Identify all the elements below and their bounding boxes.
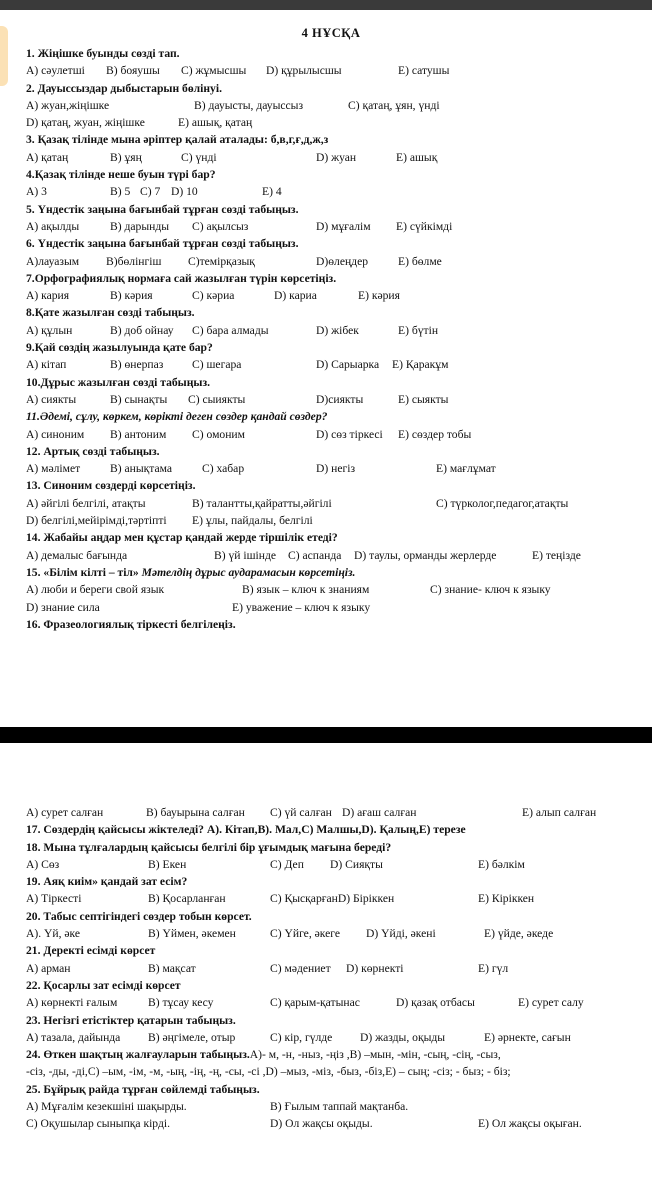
answer-option: В)бөлінгіш bbox=[106, 254, 162, 268]
answer-option: D) көрнекті bbox=[346, 961, 404, 975]
question-text bbox=[26, 873, 636, 890]
answer-option: Е) сыякты bbox=[398, 392, 449, 406]
answer-option: С) сыиякты bbox=[188, 392, 246, 406]
answer-option: А) қатаң bbox=[26, 150, 69, 164]
answer-option: С) ҚысқарғанD) Біріккен bbox=[270, 892, 395, 906]
answer-option: D) құрылысшы bbox=[266, 64, 342, 78]
answer-options-row bbox=[26, 994, 636, 1011]
question-text bbox=[26, 201, 636, 218]
answer-options-row bbox=[26, 391, 636, 408]
test-page-lower bbox=[26, 804, 636, 1133]
question-instruction: Мәтелдің дұрыс аударамасын көрсетіңіз. bbox=[141, 565, 356, 579]
answer-option: D) қатаң, жуан, жіңішке bbox=[26, 116, 145, 130]
page-title: 4 НҰСҚА bbox=[301, 26, 361, 40]
question-text bbox=[26, 1012, 636, 1029]
question-label: 2. Дауыссыздар дыбыстарын бөлінуі. bbox=[26, 81, 222, 95]
answer-option: Е) 4 bbox=[262, 185, 282, 199]
answer-option: В) бояушы bbox=[106, 64, 160, 78]
answer-option: А) сиякты bbox=[26, 392, 77, 406]
answer-option: С) түрколог,педагог,атақты bbox=[436, 496, 569, 510]
answer-options-row bbox=[26, 322, 636, 339]
answer-option: Е) гүл bbox=[478, 961, 509, 975]
question-text bbox=[26, 339, 636, 356]
question-text bbox=[26, 408, 636, 425]
answer-options-row bbox=[26, 512, 636, 529]
answer-option: D) мұғалім bbox=[316, 219, 371, 233]
answer-option: С) аспанда bbox=[288, 548, 342, 562]
question-label: 18. Мына тұлғалардың қайсысы белгілі бір ұғымдық мағына береді? bbox=[26, 840, 392, 854]
answer-option: Е) уважение – ключ к языку bbox=[232, 600, 371, 614]
answer-options-row bbox=[26, 960, 636, 977]
question-label: 5. Үндестік заңына бағынбай тұрған сөзді табыңыз. bbox=[26, 202, 299, 216]
answer-option: Е) кәрия bbox=[358, 289, 400, 303]
answer-option: В) бауырына салған bbox=[146, 806, 245, 819]
answer-option: А) демалыс бағында bbox=[26, 548, 128, 562]
answer-option: Е) Қаракұм bbox=[392, 358, 449, 372]
answer-option: С) қарым-қатынас bbox=[270, 996, 360, 1010]
answer-option: D) жібек bbox=[316, 323, 359, 337]
answer-option: Е) бәлкім bbox=[478, 857, 525, 871]
answer-option: D) жазды, оқыды bbox=[360, 1030, 446, 1044]
answer-options-row bbox=[26, 599, 636, 616]
question-text bbox=[26, 616, 636, 633]
answer-option: В) Екен bbox=[148, 857, 187, 871]
question-text bbox=[26, 304, 636, 321]
answer-option: D) Ол жақсы оқыды. bbox=[270, 1117, 373, 1131]
answer-option: В) сынақты bbox=[110, 392, 168, 406]
question-label: 1. Жіңішке буынды сөзді тап. bbox=[26, 47, 180, 60]
answer-option: С) знание- ключ к языку bbox=[430, 583, 551, 597]
question-text bbox=[26, 1081, 636, 1098]
answer-option: В) 5 bbox=[110, 185, 131, 199]
answer-options-row bbox=[26, 547, 636, 564]
answer-option: В) антоним bbox=[110, 427, 167, 441]
question-text bbox=[26, 131, 636, 148]
answer-option: А) Тіркесті bbox=[26, 892, 82, 906]
question-text bbox=[26, 908, 636, 925]
answer-option: В) язык – ключ к знаниям bbox=[242, 583, 370, 597]
question-label: 16. Фразеологиялық тіркесті белгілеңіз. bbox=[26, 617, 236, 631]
answer-option: В) мақсат bbox=[148, 961, 196, 975]
answer-option: D)өлеңдер bbox=[316, 254, 369, 268]
answer-option: А) кітап bbox=[26, 358, 67, 372]
question-label: 23. Негізгі етістіктер қатарын табыңыз. bbox=[26, 1013, 236, 1027]
answer-options-row bbox=[26, 183, 636, 200]
answer-option: С) мәдениет bbox=[270, 961, 331, 975]
top-edge-bar bbox=[0, 0, 652, 10]
answer-option: А) жуан,жіңішке bbox=[26, 98, 110, 112]
question-label: 22. Қосарлы зат есімді көрсет bbox=[26, 978, 181, 992]
question-text bbox=[26, 564, 636, 581]
question-text bbox=[26, 839, 636, 856]
answer-option: С) үй салған bbox=[270, 806, 332, 819]
page-divider-bar bbox=[0, 727, 652, 743]
answer-option: В) Ғылым таппай мақтанба. bbox=[270, 1100, 409, 1114]
answer-option: В) ұяң bbox=[110, 150, 142, 164]
answer-option: С) жұмысшы bbox=[181, 64, 247, 78]
answer-option: D) Сияқты bbox=[330, 857, 383, 871]
answer-options-row bbox=[26, 114, 636, 131]
answer-option: D) 10 bbox=[171, 185, 198, 199]
answer-options-row bbox=[26, 287, 636, 304]
answer-options-row bbox=[26, 890, 636, 907]
answer-option: D) негіз bbox=[316, 462, 356, 476]
answer-options-row bbox=[26, 925, 636, 942]
answer-option: В) өнерпаз bbox=[110, 358, 164, 372]
answer-option: -сіз, -ды, -ді,С) –ым, -ім, -м, -ың, -ің, -ң, -сы, -сі ,D) –мыз, -міз, -быз, -біз,Е) – сың; -сіз; - быз; - біз; bbox=[26, 1065, 511, 1079]
answer-option: В) дауысты, дауыссыз bbox=[194, 98, 304, 112]
answer-option: С)темірқазық bbox=[188, 254, 255, 268]
answer-option: В) талантты,қайратты,әйгілі bbox=[192, 496, 332, 510]
answer-option: С) ақылсыз bbox=[192, 219, 249, 233]
question-text bbox=[26, 235, 636, 252]
question-list bbox=[26, 45, 636, 633]
question-text bbox=[26, 1046, 636, 1063]
question-text bbox=[26, 477, 636, 494]
question-list bbox=[26, 804, 636, 1133]
answer-option: D) белгілі,мейірімді,тәртіпті bbox=[26, 514, 167, 528]
answer-option: D) Үйді, әкені bbox=[366, 927, 436, 941]
question-text bbox=[26, 529, 636, 546]
question-label: 15. «Білім кілті – тіл» bbox=[26, 565, 139, 579]
answer-option: Е) сөздер тобы bbox=[398, 427, 472, 441]
question-text bbox=[26, 166, 636, 183]
answer-option: В) үй ішінде bbox=[214, 548, 277, 562]
answer-option: С) қатаң, ұян, үнді bbox=[348, 98, 440, 112]
answer-option: В) дарынды bbox=[110, 219, 170, 233]
answer-option: D) жуан bbox=[316, 150, 357, 164]
answer-options-row bbox=[26, 1098, 636, 1115]
answer-option: В) тұсау кесу bbox=[148, 996, 214, 1010]
answer-options-row bbox=[26, 253, 636, 270]
question-label: 3. Қазақ тілінде мына әріптер қалай аталады: б,в,г,ғ,д,ж,з bbox=[26, 133, 329, 147]
answer-option: D) ағаш салған bbox=[342, 806, 417, 819]
answer-option: Е) теңізде bbox=[532, 548, 581, 562]
question-label: 17. Сөздердің қайсысы жіктеледі? А). Кітап,В). Мал,С) Малшы,D). Қалың,Е) терезе bbox=[26, 823, 466, 837]
answer-option: Е) бүтін bbox=[398, 323, 439, 337]
answer-option: В) анықтама bbox=[110, 462, 173, 476]
question-text bbox=[26, 443, 636, 460]
answer-option: С) омоним bbox=[192, 427, 245, 441]
question-label: 9.Қай сөздің жазылуында қате бар? bbox=[26, 341, 213, 355]
answer-option: А) 3 bbox=[26, 185, 47, 199]
question-label: 10.Дұрыс жазылған сөзді табыңыз. bbox=[26, 375, 211, 389]
answer-option: D)сиякты bbox=[316, 392, 364, 406]
answer-option: Е) Кіріккен bbox=[478, 892, 535, 906]
answer-options-row bbox=[26, 62, 636, 79]
answer-option: С) Оқушылар сыныпқа кірді. bbox=[26, 1117, 170, 1131]
answer-option: D) таулы, орманды жерлерде bbox=[354, 548, 497, 562]
question-text bbox=[26, 80, 636, 97]
answer-option: С) кір, гүлде bbox=[270, 1030, 333, 1044]
answer-option: С) Үйге, әкеге bbox=[270, 927, 340, 941]
answer-option: Е) сүйкімді bbox=[396, 219, 453, 233]
answer-option: В) әңгімеле, отыр bbox=[148, 1030, 236, 1044]
answer-option: С) 7 bbox=[140, 185, 161, 199]
answer-option: А) құлын bbox=[26, 323, 73, 337]
question-text bbox=[26, 942, 636, 959]
answer-option: Е) мағлұмат bbox=[436, 462, 496, 476]
answer-option: А) Мұғалім кезекшіні шақырды. bbox=[26, 1100, 187, 1114]
answer-options-row bbox=[26, 804, 636, 821]
answer-options-row bbox=[26, 426, 636, 443]
question-label: 4.Қазақ тілінде неше буын түрі бар? bbox=[26, 168, 216, 182]
answer-option: А) арман bbox=[26, 961, 71, 975]
question-label: 13. Синоним сөздерді көрсетіңіз. bbox=[26, 479, 196, 493]
answer-option: А) сурет салған bbox=[26, 806, 104, 819]
answer-option: С) хабар bbox=[202, 462, 245, 476]
answer-option: А) әйгілі белгілі, атақты bbox=[26, 496, 146, 510]
answer-option: А) тазала, дайында bbox=[26, 1030, 121, 1044]
answer-options-row bbox=[26, 1063, 636, 1080]
answer-option: А) синоним bbox=[26, 427, 85, 441]
question-label: 14. Жабайы аңдар мен құстар қандай жерде тіршілік етеді? bbox=[26, 531, 338, 545]
answer-option: D) кариа bbox=[274, 289, 317, 303]
answer-option: D) қазақ отбасы bbox=[396, 996, 475, 1010]
answer-options-row bbox=[26, 460, 636, 477]
question-text bbox=[26, 270, 636, 287]
answer-options-row bbox=[26, 97, 636, 114]
answer-option: В) Қосарланған bbox=[148, 892, 226, 906]
question-text bbox=[26, 821, 636, 838]
answer-option: Е) Ол жақсы оқыған. bbox=[478, 1117, 582, 1131]
answer-option: D) Сарыарка bbox=[316, 358, 380, 372]
answer-options-row bbox=[26, 495, 636, 512]
answer-option: Е) ашық, қатаң bbox=[178, 116, 253, 130]
answer-option: Е) сурет салу bbox=[518, 996, 584, 1010]
answer-options-row bbox=[26, 1115, 636, 1132]
answer-option: Е) сатушы bbox=[398, 64, 450, 78]
answer-options-row bbox=[26, 581, 636, 598]
answer-options-row bbox=[26, 149, 636, 166]
question-label: 24. Өткен шақтың жалғауларын табыңыз. bbox=[26, 1048, 250, 1062]
question-label: 12. Артық сөзді табыңыз. bbox=[26, 444, 160, 458]
answer-option: В) доб ойнау bbox=[110, 323, 174, 337]
question-text bbox=[26, 977, 636, 994]
answer-option: А)лауазым bbox=[26, 254, 80, 268]
question-text bbox=[26, 45, 636, 62]
answer-option: Е) үйде, әкеде bbox=[484, 927, 554, 941]
answer-options-inline: А)- м, -н, -ныз, -ңіз ,В) –мын, -мін, -сың, -сің, -сыз, bbox=[249, 1048, 501, 1062]
answer-option: А) мәлімет bbox=[26, 462, 81, 476]
answer-option: А) кария bbox=[26, 289, 70, 303]
answer-option: А). Үй, әке bbox=[26, 927, 81, 941]
answer-option: Е) ашық bbox=[396, 150, 438, 164]
answer-option: С) Деп bbox=[270, 857, 304, 871]
question-label: 11.Әдемі, сұлу, көркем, көрікті деген сөздер қандай сөздер? bbox=[26, 410, 328, 424]
question-label: 21. Деректі есімді көрсет bbox=[26, 944, 156, 958]
answer-option: Е) алып салған bbox=[522, 806, 597, 819]
answer-options-row bbox=[26, 218, 636, 235]
question-label: 25. Бұйрық райда тұрған сөйлемді табыңыз. bbox=[26, 1082, 260, 1096]
answer-option: С) кәриа bbox=[192, 289, 235, 303]
answer-option: В) кәрия bbox=[110, 289, 153, 303]
answer-option: В) Үймен, әкемен bbox=[148, 927, 236, 941]
answer-option: С) шегара bbox=[192, 358, 242, 372]
question-label: 19. Аяқ киім» қандай зат есім? bbox=[26, 875, 188, 889]
answer-option: С) үнді bbox=[181, 150, 217, 164]
answer-option: А) көрнекті ғалым bbox=[26, 996, 118, 1010]
answer-option: А) сәулетші bbox=[26, 64, 85, 78]
test-page-upper bbox=[26, 26, 636, 633]
answer-options-row bbox=[26, 356, 636, 373]
answer-option: D) знание сила bbox=[26, 600, 100, 614]
answer-option: С) бара алмады bbox=[192, 323, 269, 337]
answer-option: Е) әрнекте, сағын bbox=[484, 1030, 571, 1044]
answer-option: Е) ұлы, пайдалы, белгілі bbox=[192, 514, 313, 528]
question-label: 8.Қате жазылған сөзді табыңыз. bbox=[26, 306, 195, 320]
answer-options-row bbox=[26, 856, 636, 873]
answer-options-row bbox=[26, 1029, 636, 1046]
answer-option: Е) бөлме bbox=[398, 254, 442, 268]
answer-option: D) сөз тіркесі bbox=[316, 427, 383, 441]
answer-option: А) ақылды bbox=[26, 219, 80, 233]
question-label: 7.Орфографиялық нормаға сай жазылған түрін көрсетіңіз. bbox=[26, 271, 337, 285]
question-label: 20. Табыс септігіндегі сөздер тобын көрсет. bbox=[26, 909, 252, 923]
question-text bbox=[26, 374, 636, 391]
answer-option: А) люби и береги свой язык bbox=[26, 583, 165, 597]
question-label: 6. Үндестік заңына бағынбай тұрған сөзді табыңыз. bbox=[26, 237, 299, 251]
answer-option: А) Сөз bbox=[26, 857, 60, 871]
orange-edge-mark bbox=[0, 26, 8, 86]
